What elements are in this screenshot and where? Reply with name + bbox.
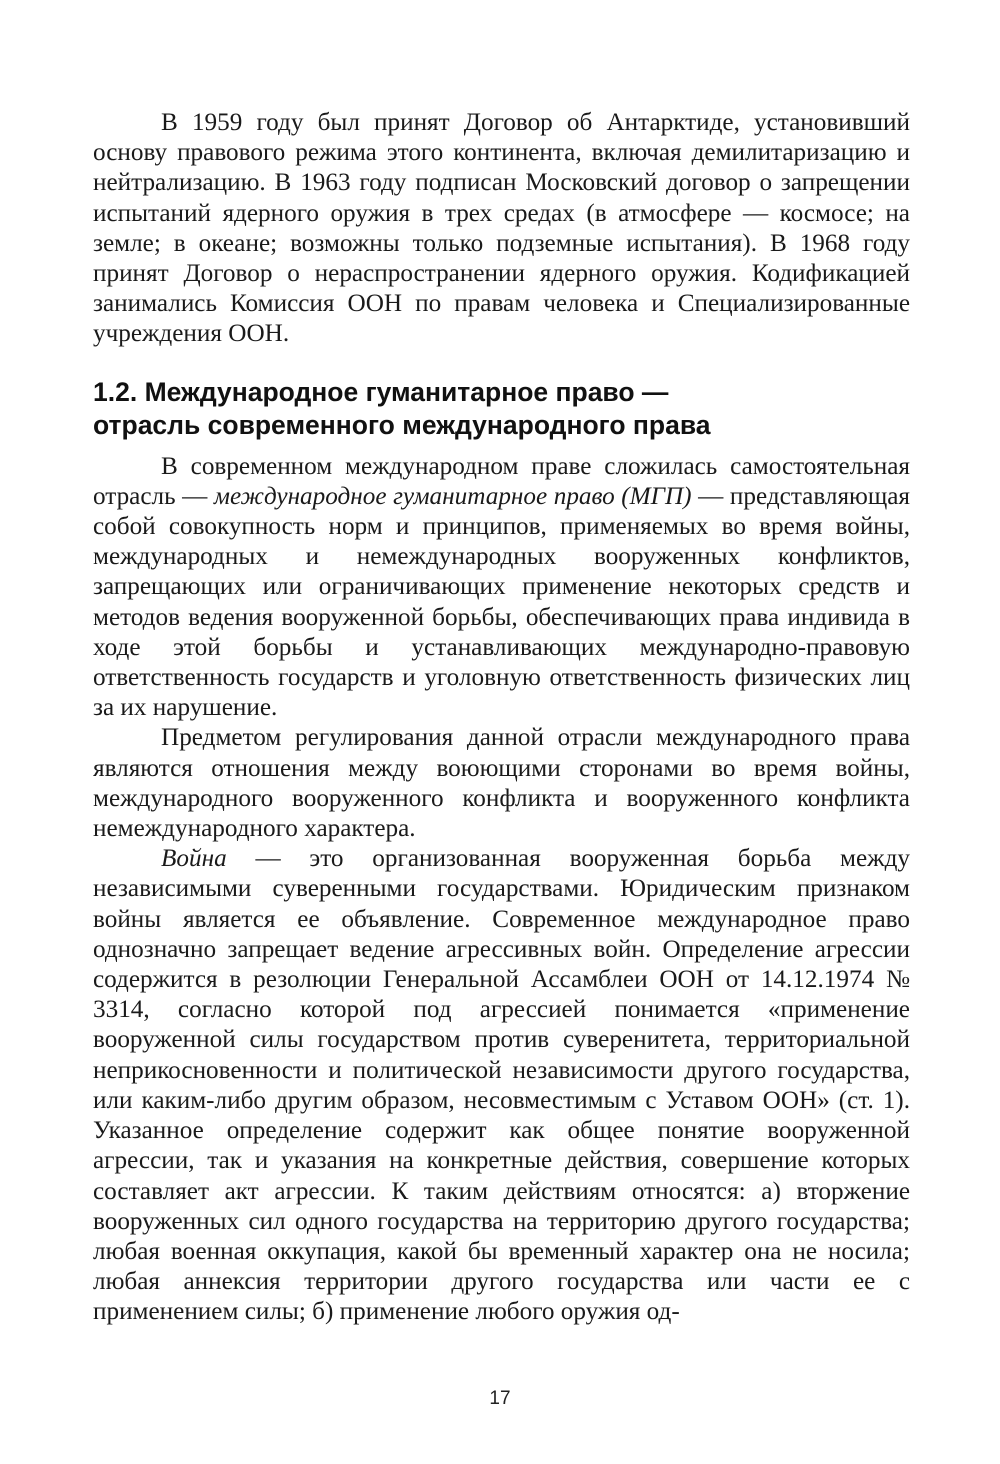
page-body xyxy=(93,108,910,1328)
ihl-term: международное гуманитарное право (МГП) xyxy=(213,482,692,510)
paragraph-war-definition xyxy=(93,844,910,1327)
section-heading-line-2: отрасль современного международного права xyxy=(93,409,711,440)
paragraph-ihl-definition xyxy=(93,452,910,724)
page-number: 17 xyxy=(489,1388,511,1409)
war-term: Война xyxy=(161,845,227,873)
section-heading-line-1: 1.2. Международное гуманитарное право — xyxy=(93,376,669,407)
section-heading xyxy=(93,376,910,442)
ihl-text-after: — представляющая собой совокупность норм и принципов, применяемых во время войны, международных и немеждународных вооруженных конфликтов, запрещающих или ограничивающих применение некоторых средств и методов ведения вооруженной борьбы, обеспечивающих права индивида в ходе этой борьбы и устанавливающих международно-правовую ответственность государств и уголовную ответственность физических лиц за их нарушение. xyxy=(93,482,911,722)
war-text: — это организованная вооруженная борьба между независимыми суверенными государствами. Юридическим признаком войны является ее объявление. Современное международное право однозначно запрещает ведение агрессивных войн. Определение агрессии содержится в резолюции Генеральной Ассамблеи ООН от 14.12.1974 № 3314, согласно которой под агрессией понимается «применение вооруженной силы государством против суверенитета, территориальной неприкосновенности и политической независимости другого государства, или каким-либо другим образом, несовместимым с Уставом ООН» (ст. 1). Указанное определение содержит как общее понятие вооруженной агрессии, так и указания на конкретные действия, совершение которых составляет акт агрессии. К таким действиям относятся: а) вторжение вооруженных сил одного государства на территорию другого государства; любая военная оккупация, какой бы временный характер она не носила; любая аннексия территории другого государства или части ее с применением силы; б) применение любого оружия од- xyxy=(93,845,910,1326)
paragraph-subject-of-regulation: Предметом регулирования данной отрасли международного права являются отношения между воюющими сторонами во время войны, международного вооруженного конфликта и вооруженного конфликта немеждународного характера. xyxy=(93,724,910,843)
ihl-text-before: В современном международном праве сложилась самостоятельная отрасль — xyxy=(93,452,910,510)
paragraph-antarctic-treaty: В 1959 году был принят Договор об Антарктиде, установивший основу правового режима этого континента, включая демилитаризацию и нейтрализацию. В 1963 году подписан Московский договор о запрещении испытаний ядерного оружия в трех средах (в атмосфере — космосе; на земле; в океане; возможны только подземные испытания). В 1968 году принят Договор о нераспространении ядерного оружия. Кодификацией занимались Комиссия ООН по правам человека и Специализированные учреждения ООН. xyxy=(93,109,910,348)
